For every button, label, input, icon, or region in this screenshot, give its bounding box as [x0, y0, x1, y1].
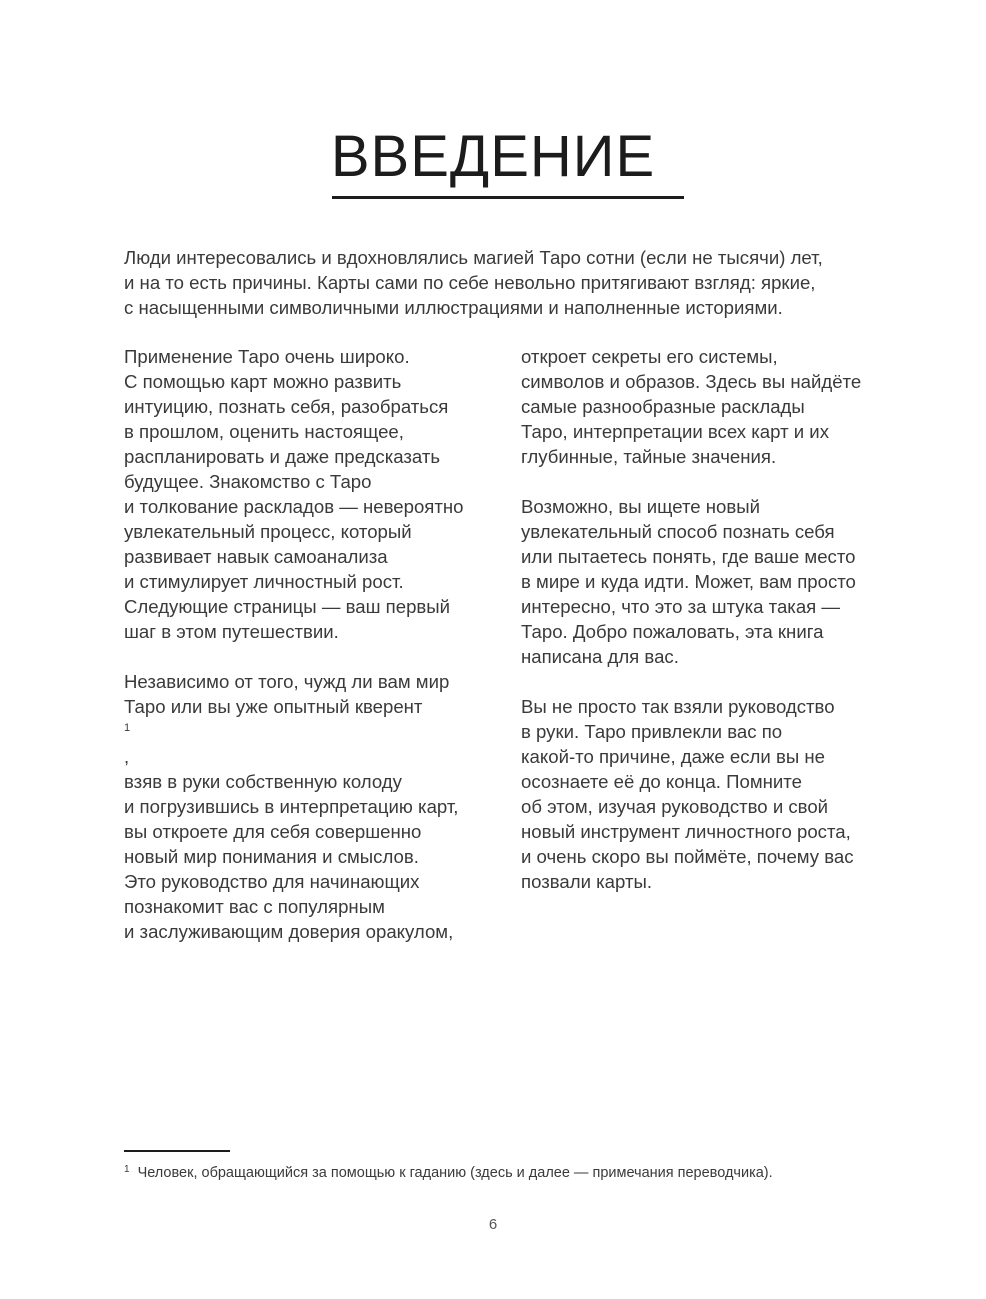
text-line: Независимо от того, чужд ли вам мир: [124, 671, 450, 692]
title-underline: [332, 196, 684, 199]
text-line: интересно, что это за штука такая —: [521, 596, 840, 617]
intro-line: и на то есть причины. Карты сами по себе невольно притягивают взгляд: яркие,: [124, 272, 816, 293]
text-line: символов и образов. Здесь вы найдёте: [521, 371, 862, 392]
text-line: [124, 694, 504, 769]
text-line: самые разнообразные расклады: [521, 396, 805, 417]
text-line: Применение Таро очень широко.: [124, 346, 410, 367]
text-line: Таро, интерпретации всех карт и их: [521, 421, 829, 442]
right-paragraph-1: [521, 344, 901, 469]
text-line: и погрузившись в интерпретацию карт,: [124, 796, 459, 817]
page-number: 6: [488, 1216, 498, 1233]
text-line: откроет секреты его системы,: [521, 346, 778, 367]
text-line: развивает навык самоанализа: [124, 546, 388, 567]
text-line: увлекательный способ познать себя: [521, 521, 835, 542]
text-line: С помощью карт можно развить: [124, 371, 402, 392]
text-fragment: Таро или вы уже опытный кверент: [124, 696, 423, 717]
text-line: в мире и куда идти. Может, вам просто: [521, 571, 856, 592]
text-line: осознаете её до конца. Помните: [521, 771, 802, 792]
text-line: об этом, изучая руководство и свой: [521, 796, 829, 817]
intro-line: с насыщенными символичными иллюстрациями и наполненные историями.: [124, 297, 783, 318]
text-line: познакомит вас с популярным: [124, 896, 385, 917]
text-line: будущее. Знакомство с Таро: [124, 471, 372, 492]
left-paragraph-2: [124, 669, 504, 944]
text-line: в руки. Таро привлекли вас по: [521, 721, 783, 742]
text-line: Вы не просто так взяли руководство: [521, 696, 835, 717]
text-line: увлекательный процесс, который: [124, 521, 412, 542]
right-paragraph-2: [521, 494, 901, 669]
text-line: позвали карты.: [521, 871, 653, 892]
text-line: и очень скоро вы поймёте, почему вас: [521, 846, 854, 867]
intro-paragraph: [124, 245, 904, 320]
footnote-number: 1: [124, 1164, 130, 1175]
left-column: [124, 344, 504, 969]
left-paragraph-1: [124, 344, 504, 644]
text-line: Следующие страницы — ваш первый: [124, 596, 451, 617]
text-fragment: ,: [124, 746, 130, 767]
footnote: [124, 1160, 773, 1183]
text-line: Это руководство для начинающих: [124, 871, 420, 892]
text-line: в прошлом, оценить настоящее,: [124, 421, 404, 442]
text-line: новый инструмент личностного роста,: [521, 821, 851, 842]
footnote-text: Человек, обращающийся за помощью к гаданию (здесь и далее — примечания переводчика).: [137, 1165, 773, 1181]
footnote-reference: 1: [124, 722, 131, 734]
text-line: взяв в руки собственную колоду: [124, 771, 402, 792]
right-paragraph-3: [521, 694, 901, 894]
text-line: и толкование раскладов — невероятно: [124, 496, 464, 517]
text-line: Таро. Добро пожаловать, эта книга: [521, 621, 824, 642]
text-line: написана для вас.: [521, 646, 679, 667]
page-title: ВВЕДЕНИЕ: [330, 124, 656, 189]
text-line: распланировать и даже предсказать: [124, 446, 441, 467]
text-line: интуицию, познать себя, разобраться: [124, 396, 449, 417]
text-line: и стимулирует личностный рост.: [124, 571, 404, 592]
intro-line: Люди интересовались и вдохновлялись магией Таро сотни (если не тысячи) лет,: [124, 247, 823, 268]
text-line: глубинные, тайные значения.: [521, 446, 777, 467]
text-line: какой-то причине, даже если вы не: [521, 746, 825, 767]
text-line: шаг в этом путешествии.: [124, 621, 339, 642]
text-line: или пытаетесь понять, где ваше место: [521, 546, 856, 567]
text-line: вы откроете для себя совершенно: [124, 821, 422, 842]
right-column: [521, 344, 901, 919]
footnote-separator: [124, 1150, 230, 1152]
text-line: и заслуживающим доверия оракулом,: [124, 921, 454, 942]
text-line: новый мир понимания и смыслов.: [124, 846, 419, 867]
text-line: Возможно, вы ищете новый: [521, 496, 761, 517]
